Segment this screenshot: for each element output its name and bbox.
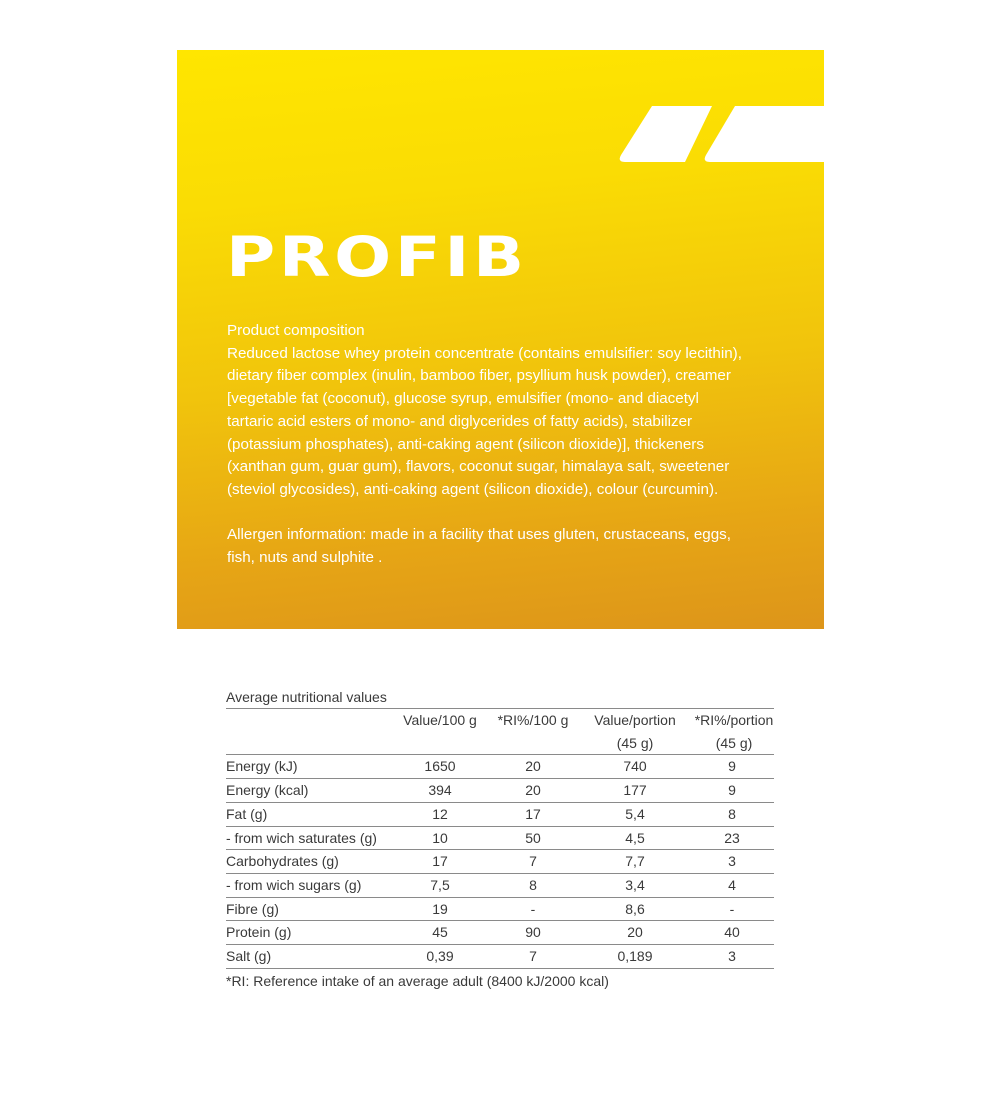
header-ri-100g: *RI%/100 g (497, 712, 569, 728)
footnote: *RI: Reference intake of an average adult (8400 kJ/2000 kcal) (226, 972, 609, 989)
table-header-row (226, 709, 774, 755)
nutrient-value-cell: 9 (728, 758, 736, 775)
nutrient-value-cell: 20 (525, 758, 541, 775)
nutrient-name-cell: Fat (g) (226, 805, 268, 822)
nutrient-name-cell: Energy (kJ) (226, 758, 298, 775)
nutrient-value-cell: 3 (728, 948, 736, 965)
nutrient-value-cell: 177 (623, 782, 647, 799)
nutrient-value-cell: 8 (529, 876, 537, 893)
nutrient-name-cell: - from wich sugars (g) (226, 876, 362, 893)
nutrient-name-cell: - from wich saturates (g) (226, 829, 377, 846)
nutrient-value-cell: 45 (432, 924, 448, 941)
nutrient-value-cell: 19 (432, 900, 448, 917)
nutrition-table (226, 708, 774, 969)
nutrient-value-cell: 3 (728, 853, 736, 870)
nutrient-value-cell: 740 (623, 758, 647, 775)
ingredients-text: Reduced lactose whey protein concentrate (contains emulsifier: soy lecithin), dietary fiber complex (inulin, bamboo fiber, psyllium husk powder), creamer [vegetable fat (coconut), glucose syrup, emulsifier (mono- and diacetyl tartaric acid esters of mono- and diglycerides of fatty acids), stabilizer (potassium phosphates), anti-caking agent (silicon dioxide)], thickeners (xanthan gum, guar gum), flavors, coconut sugar, himalaya salt, sweetener (steviol glycosides), anti-caking agent (silicon dioxide), colour (curcumin). (227, 344, 742, 498)
nutrient-value-cell: 50 (525, 829, 541, 846)
nutrient-value-cell: 90 (525, 924, 541, 941)
nutrient-name-cell: Fibre (g) (226, 900, 279, 917)
nutrition-caption: Average nutritional values (226, 689, 387, 705)
nutrient-value-cell: 3,4 (625, 876, 645, 893)
nutrient-value-cell: 1650 (424, 758, 456, 775)
nutrition-table-body (226, 755, 774, 968)
nutrient-name-cell: Salt (g) (226, 948, 272, 965)
nutrient-value-cell: 0,189 (617, 948, 653, 965)
nutrient-value-cell: 8 (728, 805, 736, 822)
table-row (226, 779, 774, 803)
allergen-text: Allergen information: made in a facility that uses gluten, crustaceans, eggs, fish, nuts and sulphite . (227, 526, 731, 567)
nutrient-value-cell: 4 (728, 876, 736, 893)
table-row (226, 826, 774, 850)
nutrient-value-cell: 40 (724, 924, 740, 941)
header-cell-blank (226, 709, 394, 755)
nutrient-value-cell: 17 (525, 805, 541, 822)
header-value-100g: Value/100 g (403, 712, 477, 728)
table-row (226, 897, 774, 921)
nutrient-name-cell: Carbohydrates (g) (226, 853, 339, 870)
nutrient-value-cell: 7 (529, 853, 537, 870)
nutrition-section (226, 686, 774, 993)
table-row (226, 921, 774, 945)
header-value-portion: Value/portion (45 g) (594, 712, 676, 751)
composition-block (227, 320, 747, 570)
brand-title: PROFIB (226, 225, 528, 289)
nutrient-value-cell: 23 (724, 829, 740, 846)
nutrient-name-cell: Energy (kcal) (226, 782, 309, 799)
nutrient-value-cell: - (729, 900, 735, 917)
nutrient-value-cell: - (530, 900, 536, 917)
table-row (226, 873, 774, 897)
nutrient-value-cell: 12 (432, 805, 448, 822)
nutrient-value-cell: 5,4 (625, 805, 645, 822)
nutrient-value-cell: 7 (529, 948, 537, 965)
nutrient-value-cell: 0,39 (426, 948, 454, 965)
nutrient-value-cell: 7,7 (625, 853, 645, 870)
nutrient-value-cell: 17 (432, 853, 448, 870)
composition-heading: Product composition (227, 322, 365, 339)
stripes-logo-icon (617, 105, 824, 163)
nutrient-value-cell: 20 (627, 924, 643, 941)
nutrient-value-cell: 20 (525, 782, 541, 799)
nutrient-value-cell: 7,5 (430, 876, 450, 893)
table-row (226, 802, 774, 826)
nutrient-value-cell: 10 (432, 829, 448, 846)
table-row (226, 850, 774, 874)
nutrient-value-cell: 9 (728, 782, 736, 799)
nutrient-value-cell: 394 (428, 782, 452, 799)
nutrient-value-cell: 8,6 (625, 900, 645, 917)
nutrient-value-cell: 4,5 (625, 829, 645, 846)
nutrient-name-cell: Protein (g) (226, 924, 292, 941)
table-row (226, 755, 774, 779)
table-row (226, 945, 774, 969)
product-panel (177, 50, 824, 629)
header-ri-portion: *RI%/portion (45 g) (694, 712, 774, 751)
